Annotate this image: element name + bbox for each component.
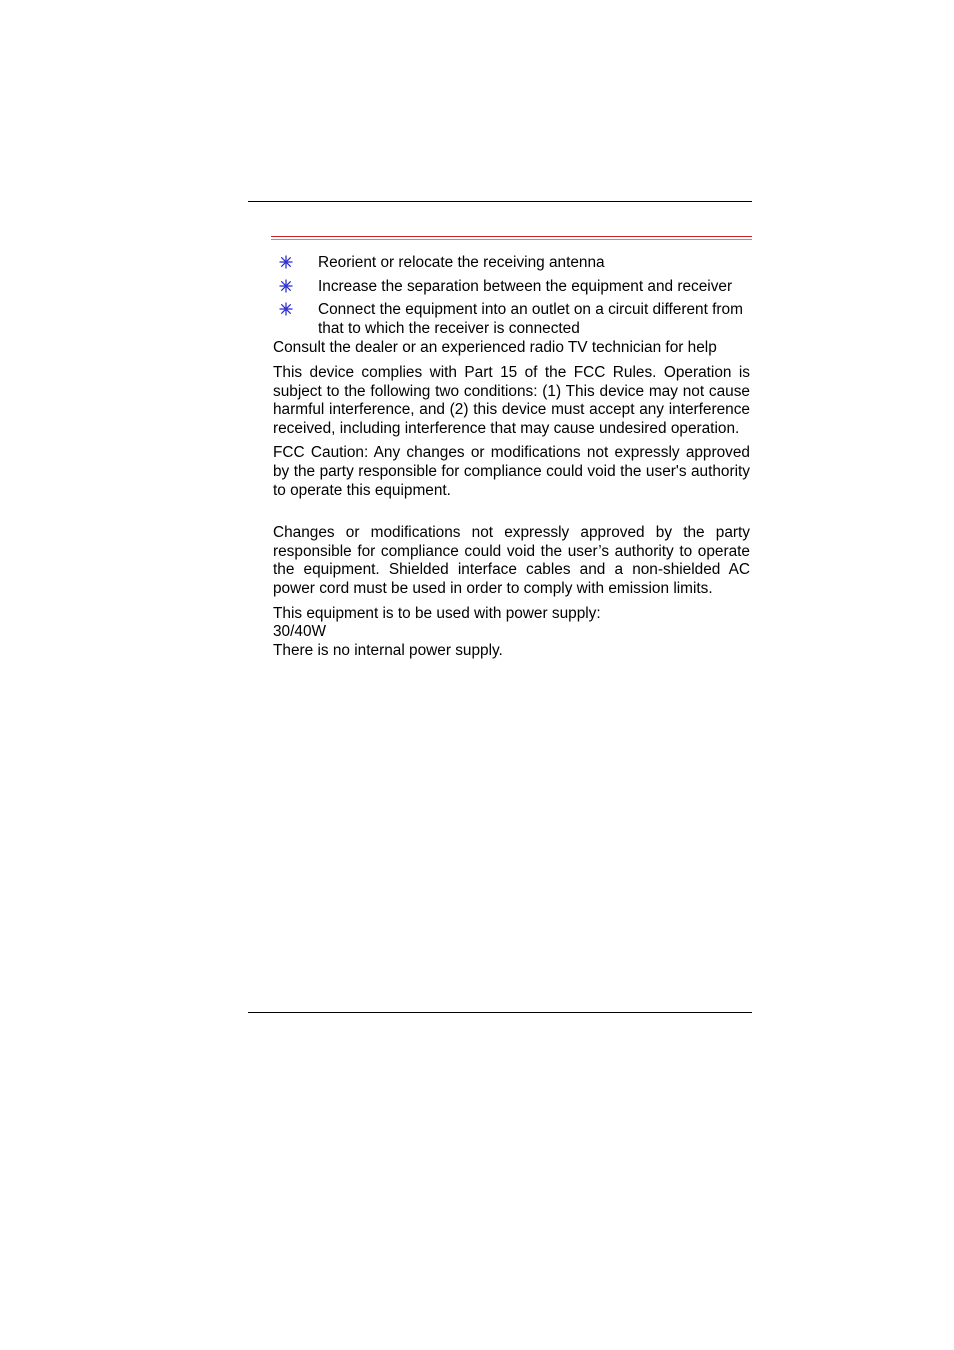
consult-paragraph: Consult the dealer or an experienced radio TV technician for help (273, 339, 717, 357)
list-item (273, 301, 750, 338)
snowflake-bullet-icon (279, 279, 293, 293)
compliance-paragraph: This device complies with Part 15 of the FCC Rules. Operation is subject to the following two conditions: (1) This device may not cause harmful interference, and (2) this device must accept any interference received, including interference that may cause undesired operation. (273, 363, 750, 437)
power-paragraph (273, 605, 750, 661)
power-line: This equipment is to be used with power supply: (273, 604, 601, 622)
list-item (273, 254, 750, 273)
caution-paragraph: FCC Caution: Any changes or modifications not expressly approved by the party responsible for compliance could void the user's authority to operate this equipment. (273, 444, 750, 499)
section-rule-shadow (271, 239, 752, 240)
list-item (273, 278, 750, 297)
footer-rule (248, 1012, 752, 1013)
spacer (273, 500, 750, 524)
section-rule (271, 236, 752, 237)
snowflake-bullet-icon (279, 255, 293, 269)
page-content (273, 254, 750, 660)
power-rating: 30/40W (273, 623, 327, 641)
bullet-text: Increase the separation between the equipment and receiver (318, 277, 733, 295)
bullet-text: Reorient or relocate the receiving antenna (318, 254, 605, 271)
snowflake-bullet-icon (279, 302, 293, 316)
header-rule (248, 201, 752, 202)
changes-paragraph: Changes or modifications not expressly approved by the party responsible for compliance could void the user’s authority to operate the equipment. Shielded interface cables and a non-shielded AC power cord must be used in order to comply with emission limits. (273, 524, 750, 597)
bullet-text: Connect the equipment into an outlet on a circuit different from that to which the receiver is connected (318, 301, 743, 337)
power-note: There is no internal power supply. (273, 641, 503, 659)
